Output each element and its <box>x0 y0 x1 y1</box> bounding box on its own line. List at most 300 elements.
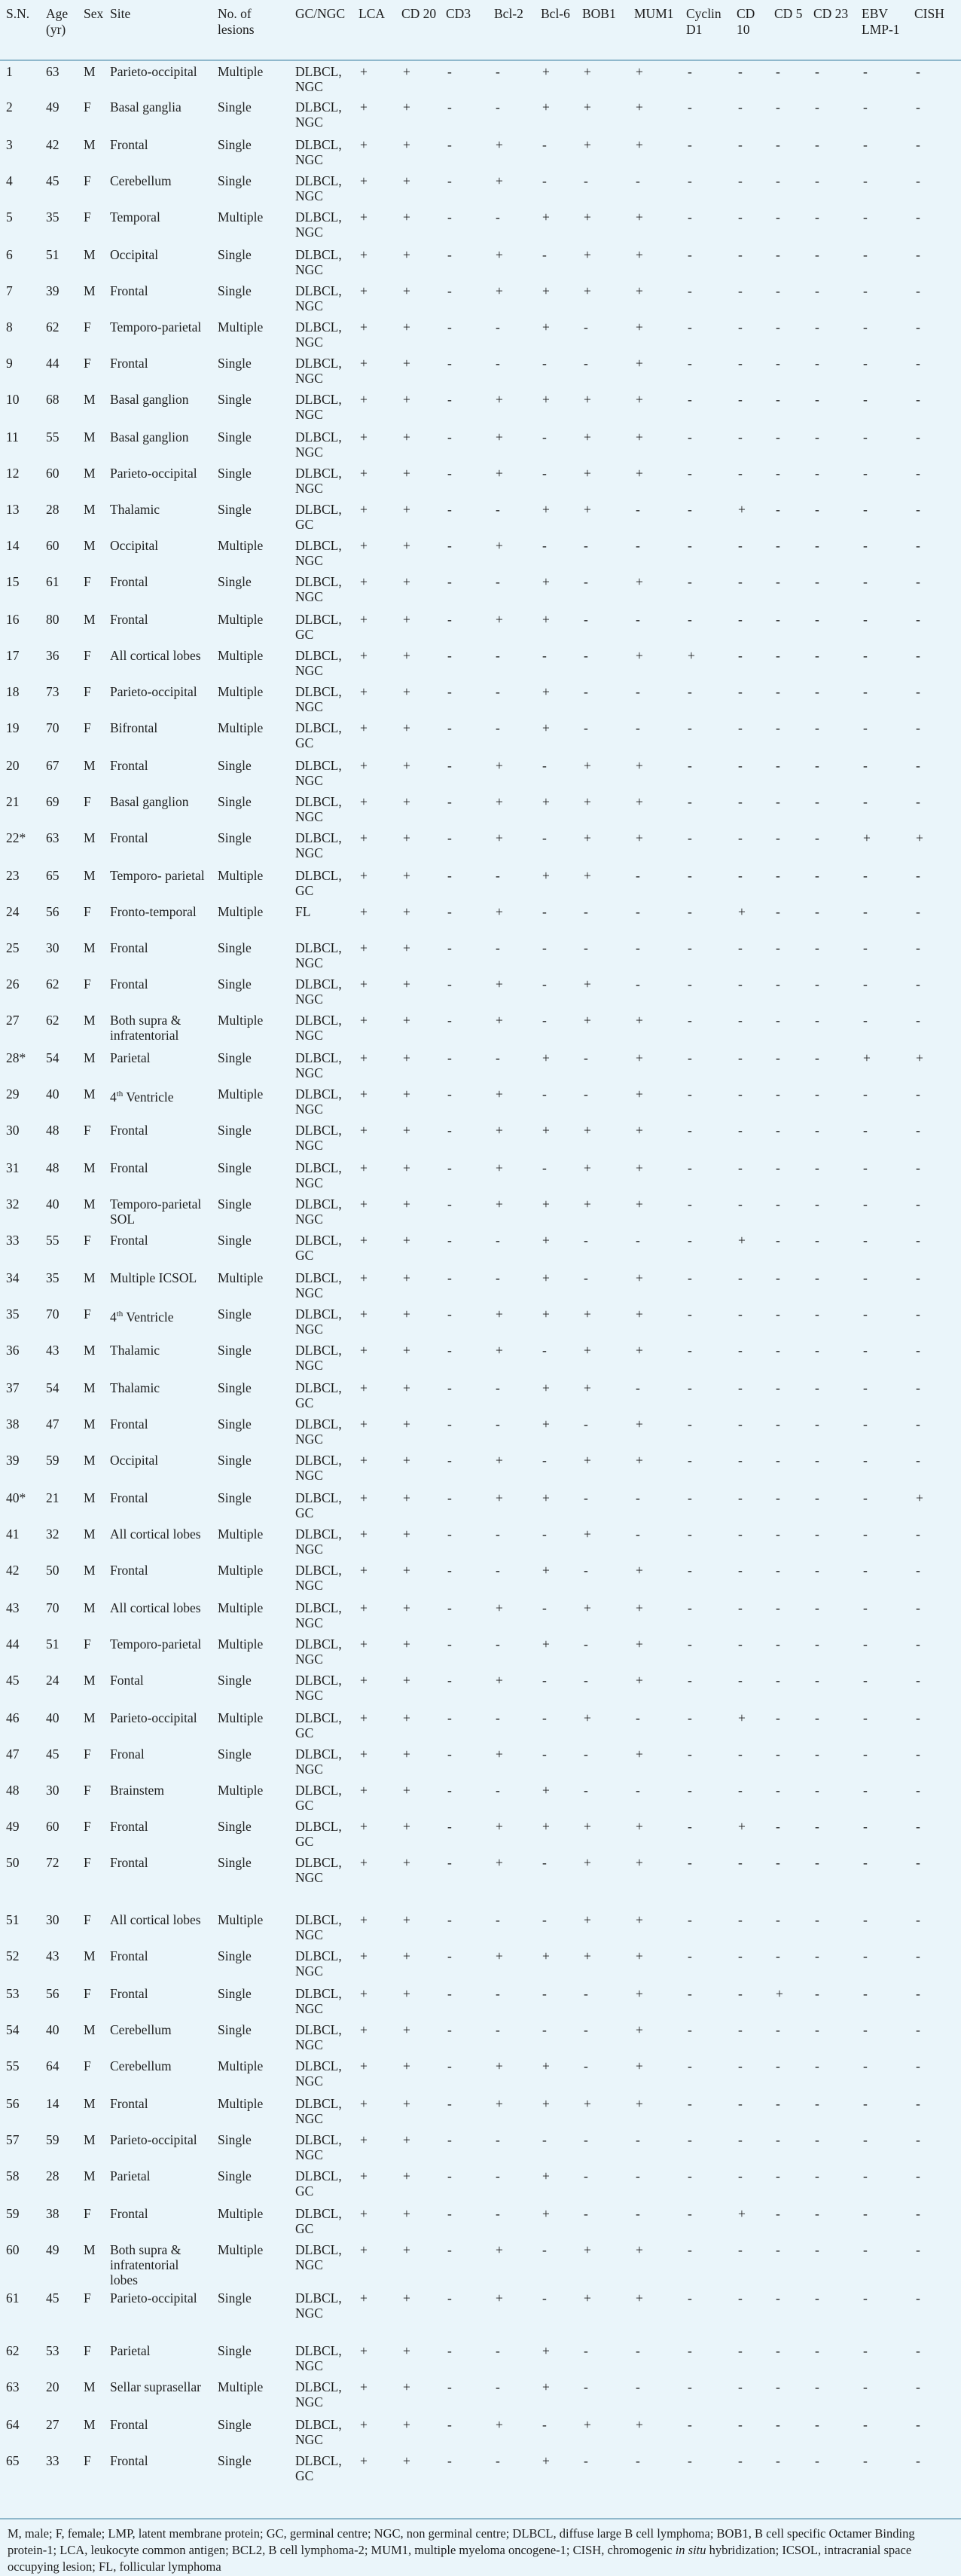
table-cell: - <box>688 283 692 298</box>
table-cell: - <box>916 2343 920 2358</box>
table-cell: - <box>688 2290 692 2306</box>
table-cell: - <box>496 1636 500 1652</box>
table-cell: - <box>447 1855 452 1870</box>
table-cell: - <box>738 356 743 371</box>
table-cell: - <box>447 429 452 445</box>
table-cell: F <box>84 2290 91 2306</box>
column-header: LCA <box>352 0 395 60</box>
table-cell: - <box>688 538 692 553</box>
table-cell: Frontal <box>110 2096 148 2111</box>
table-cell: - <box>863 868 868 883</box>
table-cell: - <box>815 356 819 371</box>
table-cell: - <box>815 2058 819 2073</box>
table-cell: 30 <box>46 940 59 955</box>
table-cell: + <box>360 1563 368 1578</box>
table-cell: + <box>584 976 591 992</box>
table-cell: - <box>542 940 547 955</box>
table-cell: - <box>584 574 588 589</box>
table-cell: 39 <box>46 283 59 298</box>
table-cell: - <box>738 720 743 735</box>
table-cell: + <box>360 1948 368 1963</box>
table-cell: 70 <box>46 1600 59 1615</box>
table-row <box>0 645 961 681</box>
table-row <box>0 791 961 827</box>
table-cell: - <box>688 1855 692 1870</box>
table-cell: - <box>863 2417 868 2432</box>
table-cell: 38 <box>6 1416 20 1432</box>
table-cell: 33 <box>46 2453 59 2468</box>
table-cell: + <box>360 466 368 481</box>
table-cell: + <box>360 247 368 262</box>
table-cell: DLBCL, NGC <box>295 99 342 130</box>
table-cell: M <box>84 758 96 773</box>
table-cell: - <box>688 2022 692 2037</box>
table-cell: - <box>542 2417 547 2432</box>
table-cell: - <box>916 1343 920 1358</box>
table-cell: + <box>584 429 591 445</box>
table-cell: 44 <box>46 356 59 371</box>
table-cell: - <box>863 1948 868 1963</box>
table-cell: + <box>360 209 368 225</box>
table-cell: - <box>863 2343 868 2358</box>
table-cell: Single <box>218 976 252 992</box>
table-cell: - <box>496 1783 500 1798</box>
table-cell: + <box>360 1819 368 1834</box>
table-cell: Basal ganglion <box>110 794 189 809</box>
table-cell: + <box>738 1819 746 1834</box>
table-cell: - <box>688 1270 692 1285</box>
table-cell: - <box>916 2290 920 2306</box>
column-header: CD 10 <box>731 0 768 60</box>
table-cell: - <box>584 2343 588 2358</box>
table-cell: - <box>815 319 819 335</box>
table-cell: - <box>447 976 452 992</box>
table-cell: 63 <box>6 2379 20 2394</box>
table-cell: - <box>584 1270 588 1285</box>
table-cell: - <box>447 2453 452 2468</box>
table-cell: - <box>688 2453 692 2468</box>
table-cell: M <box>84 1196 96 1212</box>
table-cell: - <box>863 283 868 298</box>
table-cell: - <box>815 1855 819 1870</box>
table-cell: Single <box>218 247 252 262</box>
table-cell: - <box>447 2242 452 2257</box>
table-row <box>0 1780 961 1816</box>
table-cell: + <box>360 1526 368 1542</box>
table-cell: - <box>916 1912 920 1927</box>
table-cell: Single <box>218 392 252 407</box>
table-cell: - <box>447 64 452 79</box>
table-row <box>0 1487 961 1523</box>
table-cell: - <box>776 2379 780 2394</box>
table-cell: Single <box>218 2343 252 2358</box>
table-cell: Single <box>218 1306 252 1322</box>
table-cell: - <box>916 1086 920 1102</box>
table-cell: - <box>584 684 588 699</box>
table-cell: + <box>360 173 368 188</box>
table-cell: - <box>447 758 452 773</box>
table-cell: - <box>776 1050 780 1065</box>
table-cell: - <box>776 2096 780 2111</box>
table-cell: - <box>688 1600 692 1615</box>
table-cell: - <box>738 2058 743 2073</box>
table-cell: - <box>776 2453 780 2468</box>
table-cell: - <box>815 1600 819 1615</box>
table-cell: 40* <box>6 1490 26 1505</box>
table-cell: - <box>776 976 780 992</box>
table-row <box>0 1523 961 1560</box>
table-cell: 48 <box>46 1160 59 1175</box>
table-cell: - <box>688 1490 692 1505</box>
table-cell: + <box>360 429 368 445</box>
table-cell: 35 <box>46 1270 59 1285</box>
table-cell: - <box>584 2132 588 2147</box>
table-cell: M <box>84 1453 96 1468</box>
table-cell: DLBCL, NGC <box>295 356 342 386</box>
table-cell: + <box>636 1416 643 1432</box>
table-cell: 62 <box>6 2343 20 2358</box>
table-cell: F <box>84 1233 91 1248</box>
table-cell: + <box>636 794 643 809</box>
table-cell: - <box>815 794 819 809</box>
table-cell: - <box>863 940 868 955</box>
table-cell: Thalamic <box>110 1380 160 1395</box>
table-cell: M <box>84 1948 96 1963</box>
table-cell: Single <box>218 574 252 589</box>
table-row <box>0 1413 961 1450</box>
table-cell: + <box>403 720 410 735</box>
table-cell: + <box>496 1086 503 1102</box>
table-cell: - <box>863 794 868 809</box>
table-cell: - <box>815 1123 819 1138</box>
table-cell: + <box>542 1306 550 1322</box>
table-cell: 19 <box>6 720 20 735</box>
table-cell: DLBCL, GC <box>295 1819 342 1849</box>
table-cell: + <box>496 1948 503 1963</box>
table-cell: DLBCL, NGC <box>295 2132 342 2162</box>
table-cell: - <box>776 1490 780 1505</box>
table-cell: 29 <box>6 1086 20 1102</box>
table-cell: 67 <box>46 758 59 773</box>
table-cell: + <box>403 1453 410 1468</box>
table-cell: - <box>776 1270 780 1285</box>
table-cell: + <box>403 2058 410 2073</box>
table-cell: - <box>738 137 743 152</box>
table-cell: + <box>636 1013 643 1028</box>
table-cell: - <box>776 574 780 589</box>
table-cell: 9 <box>6 356 13 371</box>
table-cell: 35 <box>6 1306 20 1322</box>
table-cell: - <box>584 319 588 335</box>
table-cell: + <box>360 1673 368 1688</box>
table-cell: + <box>496 794 503 809</box>
table-cell: - <box>688 429 692 445</box>
table-cell: 50 <box>6 1855 20 1870</box>
table-cell: - <box>447 574 452 589</box>
table-row <box>0 463 961 499</box>
table-cell: - <box>496 1050 500 1065</box>
table-cell: - <box>584 1490 588 1505</box>
table-cell: - <box>738 1490 743 1505</box>
table-cell: - <box>815 1636 819 1652</box>
table-cell: - <box>542 1746 547 1762</box>
table-cell: 45 <box>46 173 59 188</box>
table-cell: 15 <box>6 574 20 589</box>
table-cell: DLBCL, NGC <box>295 1196 342 1227</box>
table-cell: - <box>815 830 819 845</box>
table-cell: - <box>776 758 780 773</box>
table-cell: F <box>84 1306 91 1322</box>
table-cell: + <box>636 1986 643 2001</box>
table-cell: DLBCL, GC <box>295 1783 342 1813</box>
table-cell: Multiple <box>218 1710 264 1725</box>
table-cell: Single <box>218 466 252 481</box>
table-cell: 48 <box>46 1123 59 1138</box>
table-cell: Occipital <box>110 247 159 262</box>
table-cell: - <box>636 1783 640 1798</box>
table-cell: + <box>360 940 368 955</box>
table-cell: - <box>863 2379 868 2394</box>
table-cell: - <box>815 429 819 445</box>
table-cell: - <box>815 137 819 152</box>
table-cell: - <box>688 1986 692 2001</box>
table-cell: Multiple <box>218 2242 264 2257</box>
table-cell: + <box>636 1636 643 1652</box>
table-cell: - <box>584 1086 588 1102</box>
table-cell: - <box>688 1563 692 1578</box>
table-cell: Temporo- parietal <box>110 868 205 883</box>
table-cell: - <box>447 1746 452 1762</box>
table-cell: 38 <box>46 2206 59 2221</box>
table-cell: - <box>738 2132 743 2147</box>
table-cell: - <box>863 904 868 919</box>
table-cell: + <box>360 868 368 883</box>
table-cell: Multiple <box>218 904 264 919</box>
table-row <box>0 280 961 316</box>
table-cell: DLBCL, NGC <box>295 1948 342 1979</box>
table-cell: - <box>688 1673 692 1688</box>
table-cell: - <box>916 137 920 152</box>
table-cell: - <box>916 64 920 79</box>
table-cell: Temporo-parietal <box>110 1636 202 1652</box>
table-cell: 40 <box>46 1196 59 1212</box>
table-row <box>0 1743 961 1780</box>
table-row <box>0 1633 961 1670</box>
table-cell: - <box>776 648 780 663</box>
table-cell: - <box>776 2417 780 2432</box>
table-cell: - <box>863 64 868 79</box>
table-cell: - <box>636 2343 640 2358</box>
table-cell: Frontal <box>110 612 148 627</box>
table-row <box>0 1010 961 1047</box>
table-cell: - <box>738 648 743 663</box>
table-cell: - <box>447 1306 452 1322</box>
table-cell: - <box>916 209 920 225</box>
table-cell: 73 <box>46 684 59 699</box>
table-cell: - <box>688 1526 692 1542</box>
table-cell: - <box>776 1343 780 1358</box>
table-cell: + <box>403 794 410 809</box>
table-cell: + <box>496 830 503 845</box>
table-cell: 21 <box>46 1490 59 1505</box>
table-cell: - <box>815 209 819 225</box>
table-cell: All cortical lobes <box>110 1912 201 1927</box>
table-cell: + <box>636 64 643 79</box>
table-cell: Basal ganglion <box>110 392 189 407</box>
table-cell: 45 <box>46 1746 59 1762</box>
table-cell: M <box>84 1563 96 1578</box>
table-cell: - <box>688 209 692 225</box>
table-cell: - <box>815 574 819 589</box>
table-cell: + <box>403 1233 410 1248</box>
table-cell: + <box>496 1453 503 1468</box>
table-cell: - <box>496 1986 500 2001</box>
table-cell: - <box>916 1380 920 1395</box>
table-cell: - <box>863 1673 868 1688</box>
table-cell: + <box>636 356 643 371</box>
table-cell: - <box>447 2417 452 2432</box>
table-row <box>0 1909 961 1945</box>
table-cell: - <box>542 1673 547 1688</box>
table-cell: - <box>542 1600 547 1615</box>
table-cell: - <box>584 2022 588 2037</box>
table-cell: - <box>688 758 692 773</box>
table-cell: - <box>916 612 920 627</box>
table-cell: M <box>84 940 96 955</box>
table-cell: + <box>403 1160 410 1175</box>
table-cell: Frontal <box>110 1160 148 1175</box>
table-cell: DLBCL, NGC <box>295 2022 342 2052</box>
table-cell: DLBCL, NGC <box>295 794 342 824</box>
table-cell: - <box>916 976 920 992</box>
table-cell: - <box>815 1160 819 1175</box>
table-cell: - <box>916 1160 920 1175</box>
table-cell: - <box>815 1050 819 1065</box>
table-cell: - <box>738 283 743 298</box>
table-cell: - <box>863 1490 868 1505</box>
table-cell: - <box>447 2290 452 2306</box>
table-cell: - <box>688 392 692 407</box>
table-cell: 13 <box>6 502 20 517</box>
table-cell: 68 <box>46 392 59 407</box>
table-cell: - <box>815 1233 819 1248</box>
table-cell: + <box>496 976 503 992</box>
table-cell: 65 <box>46 868 59 883</box>
table-cell: - <box>916 2022 920 2037</box>
table-cell: M <box>84 2132 96 2147</box>
table-cell: - <box>584 173 588 188</box>
table-cell: - <box>542 137 547 152</box>
table-cell: 14 <box>46 2096 59 2111</box>
table-cell: - <box>738 868 743 883</box>
table-cell: - <box>584 1673 588 1688</box>
table-cell: - <box>496 1270 500 1285</box>
table-cell: + <box>496 1819 503 1834</box>
table-cell: - <box>688 1948 692 1963</box>
table-cell: Multiple <box>218 2096 264 2111</box>
table-cell: - <box>636 1710 640 1725</box>
table-cell: - <box>776 2168 780 2183</box>
table-cell: - <box>815 1819 819 1834</box>
table-cell: Frontal <box>110 1490 148 1505</box>
table-cell: + <box>636 137 643 152</box>
table-cell: + <box>542 794 550 809</box>
table-cell: DLBCL, NGC <box>295 2058 342 2089</box>
table-cell: 54 <box>46 1380 59 1395</box>
table-cell: Both supra & infratentorial lobes <box>110 2242 182 2287</box>
table-cell: 72 <box>46 1855 59 1870</box>
table-cell: Frontal <box>110 2417 148 2432</box>
table-cell: - <box>447 1948 452 1963</box>
table-cell: - <box>815 466 819 481</box>
table-cell: DLBCL, GC <box>295 2453 342 2483</box>
table-cell: - <box>916 1710 920 1725</box>
table-cell: 4th Ventricle <box>110 1089 174 1105</box>
table-cell: DLBCL, NGC <box>295 1123 342 1153</box>
table-cell: + <box>636 1123 643 1138</box>
table-cell: - <box>688 466 692 481</box>
table-cell: - <box>688 64 692 79</box>
table-cell: - <box>863 1855 868 1870</box>
table-cell: - <box>815 502 819 517</box>
table-cell: - <box>863 612 868 627</box>
column-header: CISH <box>908 0 961 60</box>
table-cell: + <box>496 429 503 445</box>
table-cell: + <box>403 2242 410 2257</box>
table-cell: DLBCL, NGC <box>295 2379 342 2409</box>
table-cell: - <box>496 2168 500 2183</box>
table-cell: - <box>916 2132 920 2147</box>
table-cell: + <box>496 137 503 152</box>
table-cell: + <box>403 1196 410 1212</box>
table-cell: + <box>360 612 368 627</box>
table-cell: - <box>776 720 780 735</box>
table-cell: - <box>815 2168 819 2183</box>
table-cell: 30 <box>46 1783 59 1798</box>
table-cell: + <box>496 1673 503 1688</box>
table-cell: F <box>84 1986 91 2001</box>
table-cell: + <box>360 2453 368 2468</box>
table-cell: - <box>542 1986 547 2001</box>
table-row <box>0 1852 961 1909</box>
table-cell: + <box>584 209 591 225</box>
table-cell: Frontal <box>110 2453 148 2468</box>
table-cell: 8 <box>6 319 13 335</box>
table-cell: M <box>84 64 96 79</box>
table-row <box>0 1303 961 1340</box>
table-cell: M <box>84 283 96 298</box>
table-cell: + <box>542 64 550 79</box>
table-cell: + <box>542 1563 550 1578</box>
table-cell: - <box>776 538 780 553</box>
table-cell: - <box>496 1233 500 1248</box>
table-cell: + <box>403 940 410 955</box>
table-cell: M <box>84 429 96 445</box>
table-cell: 28 <box>46 502 59 517</box>
table-cell: Multiple <box>218 1600 264 1615</box>
table-cell: Frontal <box>110 2206 148 2221</box>
table-cell: - <box>636 1233 640 1248</box>
table-cell: F <box>84 904 91 919</box>
table-cell: Multiple <box>218 868 264 883</box>
table-cell: - <box>496 2379 500 2394</box>
table-cell: - <box>447 1086 452 1102</box>
table-cell: - <box>636 940 640 955</box>
table-cell: - <box>542 758 547 773</box>
table-cell: - <box>916 1948 920 1963</box>
table-cell: - <box>815 283 819 298</box>
table-cell: Multiple <box>218 648 264 663</box>
